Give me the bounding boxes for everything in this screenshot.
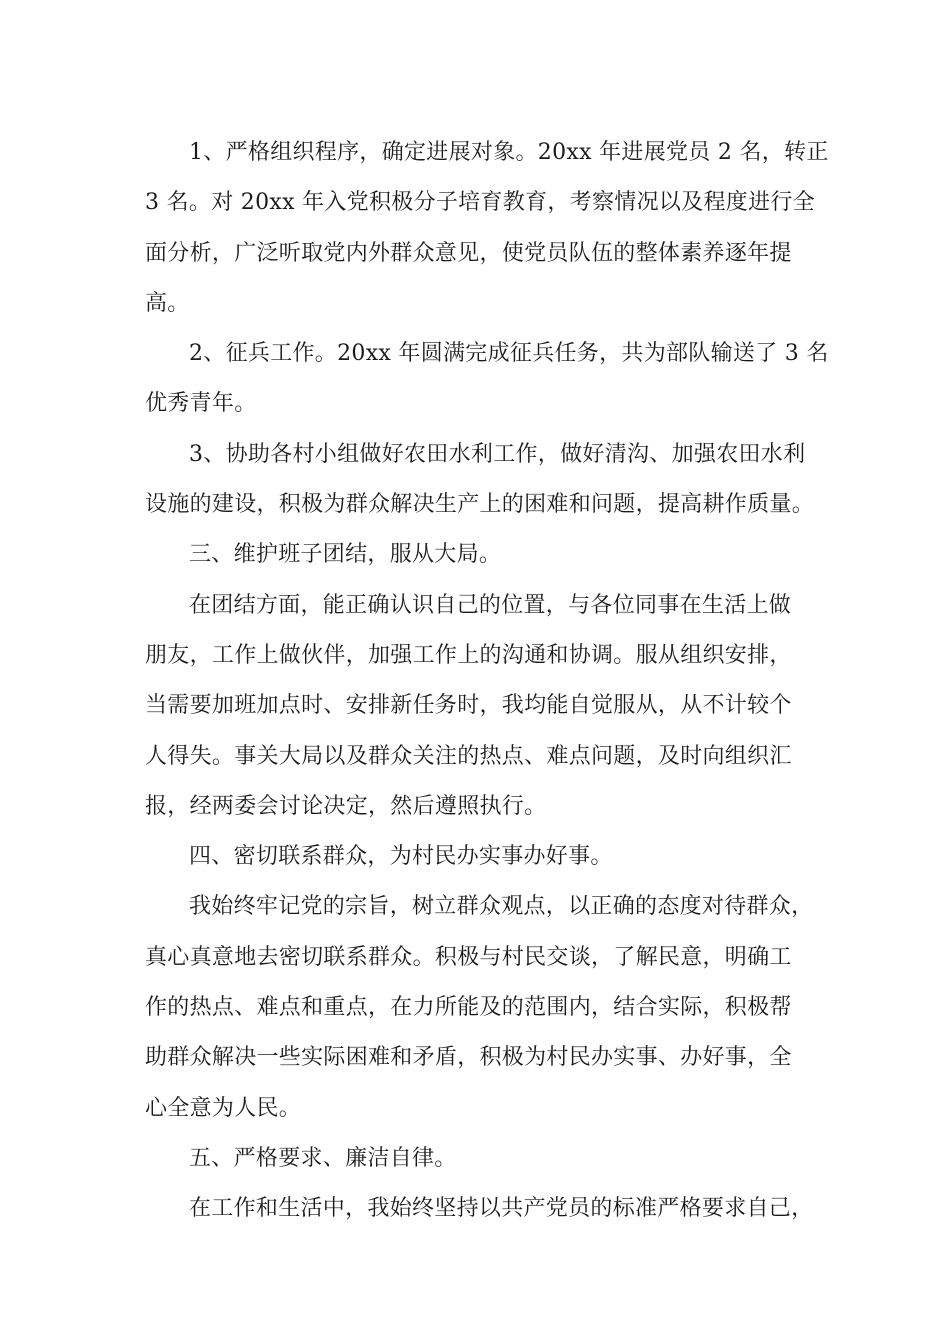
text-line: 3、协助各村小组做好农田水利工作，做好清沟、加强农田水利 <box>189 441 806 467</box>
text-line: 人得失。事关大局以及群众关注的热点、难点问题，及时向组织汇 <box>145 743 792 769</box>
text-line: 在工作和生活中，我始终坚持以共产党员的标准严格要求自己， <box>189 1196 814 1222</box>
text-line: 我始终牢记党的宗旨，树立群众观点，以正确的态度对待群众， <box>189 894 814 920</box>
text-line: 朋友，工作上做伙伴，加强工作上的沟通和协调。服从组织安排， <box>145 642 792 668</box>
document-body <box>145 128 835 1235</box>
text-line: 高。 <box>145 290 190 316</box>
text-line: 助群众解决一些实际困难和矛盾，积极为村民办实事、办好事，全 <box>145 1045 792 1071</box>
section-heading-3 <box>145 530 835 580</box>
text-line: 优秀青年。 <box>145 391 257 417</box>
text-line: 三、维护班子团结，服从大局。 <box>189 542 502 568</box>
paragraph-7 <box>145 882 835 1133</box>
paragraph-5 <box>145 581 835 832</box>
paragraph-9 <box>145 1184 835 1234</box>
paragraph-3 <box>145 430 835 531</box>
text-line: 真心真意地去密切联系群众。积极与村民交谈，了解民意，明确工 <box>145 944 792 970</box>
text-line: 作的热点、难点和重点，在力所能及的范围内，结合实际，积极帮 <box>145 995 792 1021</box>
text-line: 心全意为人民。 <box>145 1095 302 1121</box>
section-heading-5 <box>145 1134 835 1184</box>
text-line: 1、严格组织程序，确定进展对象。20xx 年进展党员 2 名，转正 <box>189 140 829 165</box>
text-line: 在团结方面，能正确认识自己的位置，与各位同事在生活上做 <box>189 592 792 618</box>
text-line: 四、密切联系群众，为村民办实事办好事。 <box>189 844 613 870</box>
text-line: 设施的建设，积极为群众解决生产上的困难和问题，提高耕作质量。 <box>145 492 815 518</box>
paragraph-2 <box>145 329 835 430</box>
paragraph-1 <box>145 128 835 329</box>
text-line: 3 名。对 20xx 年入党积极分子培育教育，考察情况以及程度进行全 <box>145 190 815 216</box>
text-line: 五、严格要求、廉洁自律。 <box>189 1145 457 1171</box>
text-line: 2、征兵工作。20xx 年圆满完成征兵任务，共为部队输送了 3 名 <box>189 341 829 367</box>
section-heading-4 <box>145 832 835 882</box>
text-line: 当需要加班加点时、安排新任务时，我均能自觉服从，从不计较个 <box>145 693 792 719</box>
text-line: 报，经两委会讨论决定，然后遵照执行。 <box>145 793 547 819</box>
text-line: 面分析，广泛听取党内外群众意见，使党员队伍的整体素养逐年提 <box>145 240 792 266</box>
